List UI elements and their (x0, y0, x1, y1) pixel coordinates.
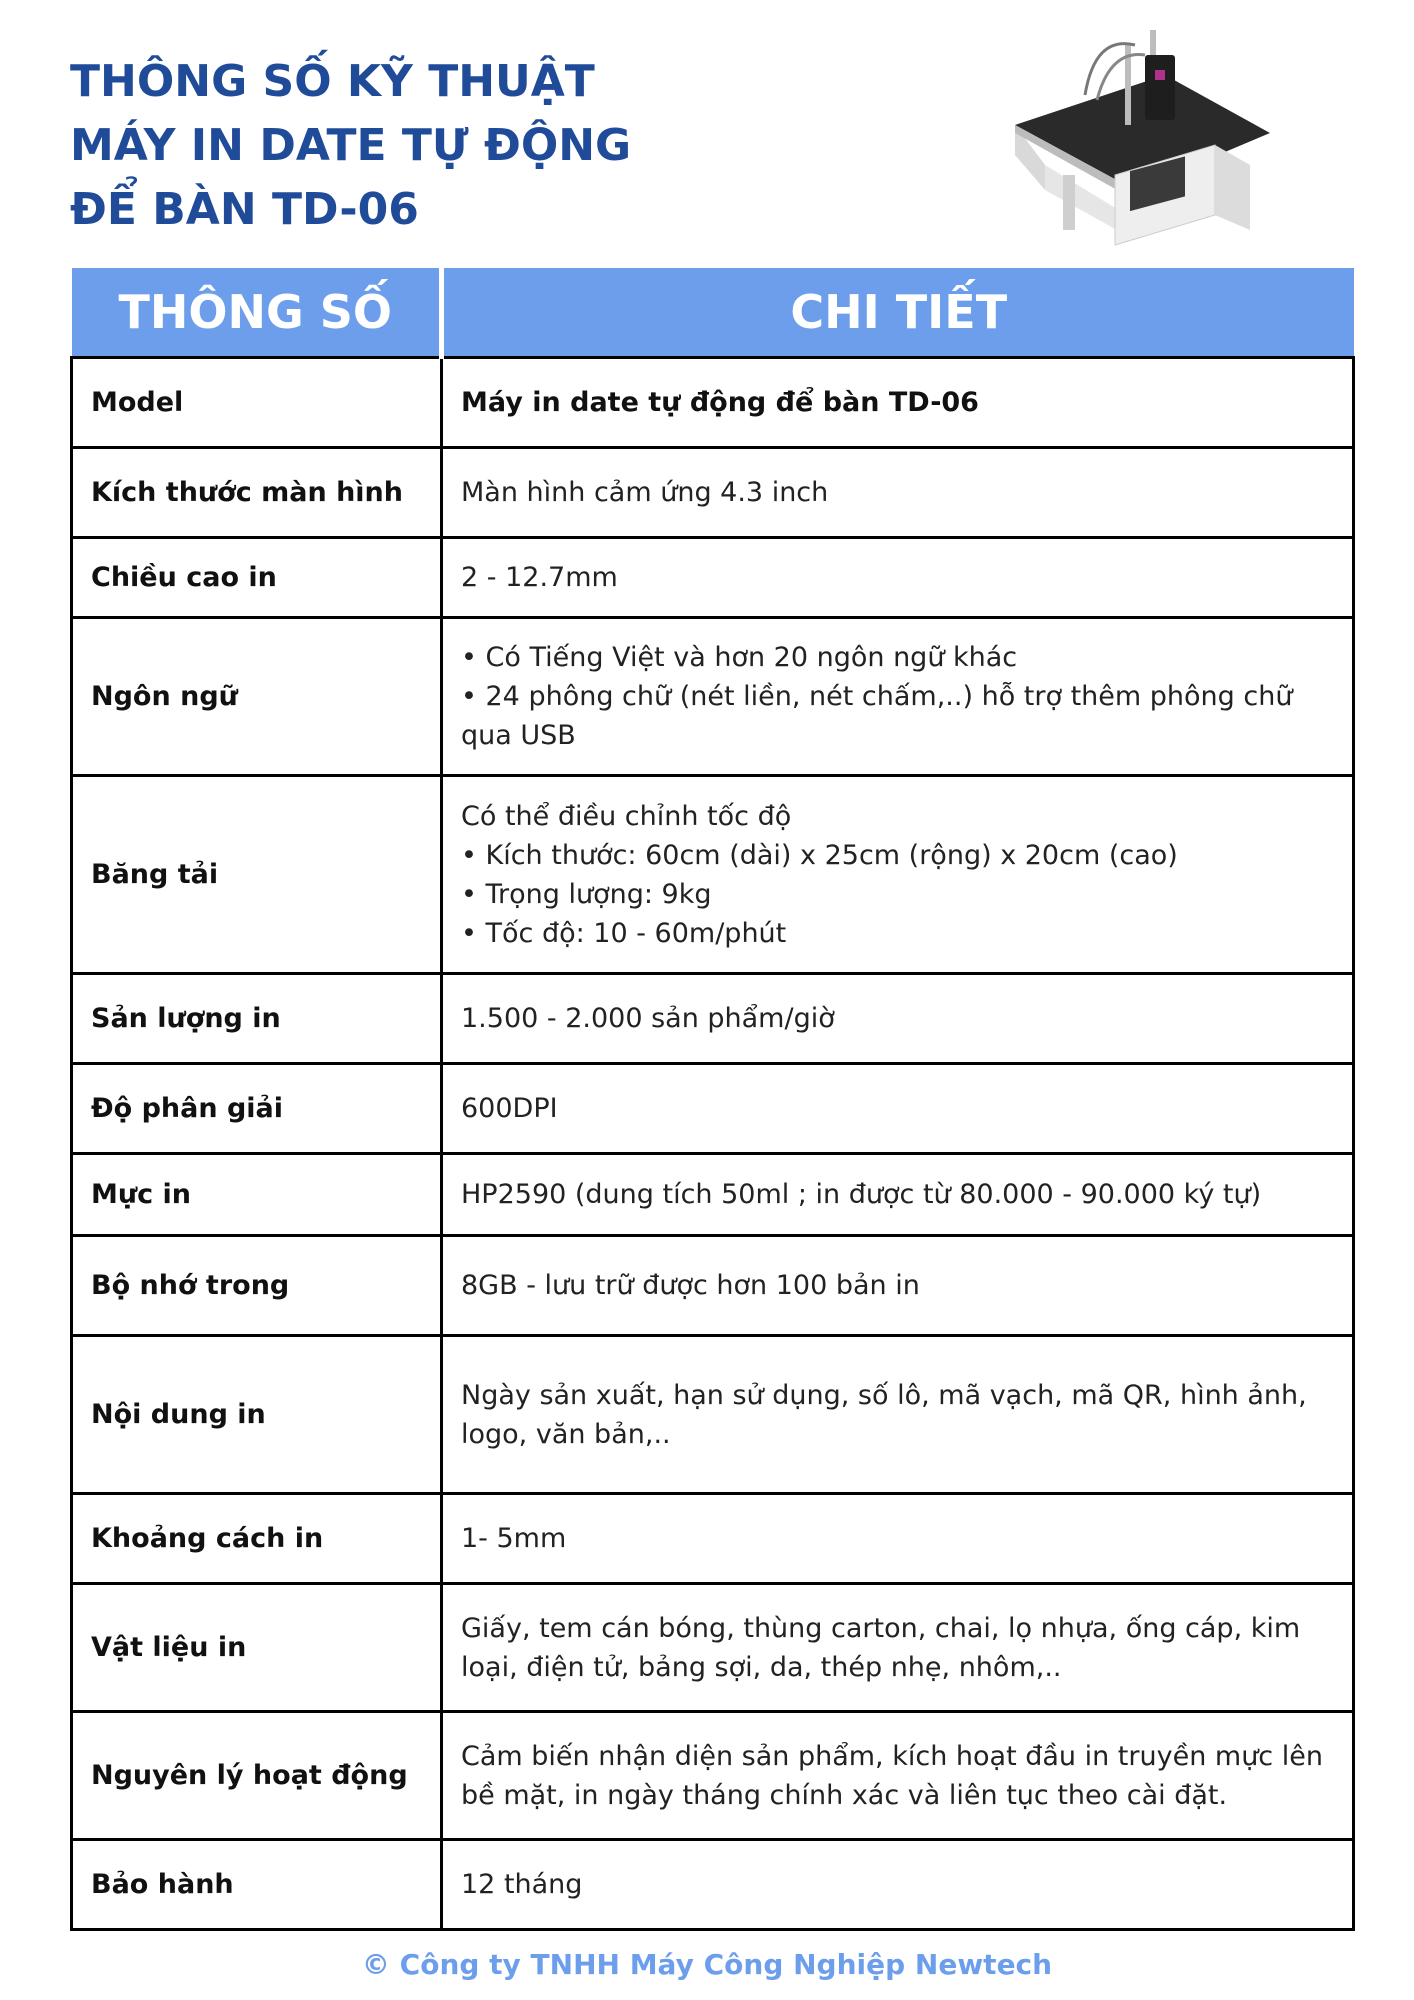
table-row (72, 776, 1354, 974)
title-line-1: THÔNG SỐ KỸ THUẬT (70, 56, 595, 107)
row-label: Model (72, 358, 442, 448)
table-row (72, 358, 1354, 448)
row-label: Mực in (72, 1154, 442, 1236)
row-label: Sản lượng in (72, 974, 442, 1064)
machine-leg (1063, 175, 1075, 230)
row-label: Vật liệu in (72, 1584, 442, 1712)
row-value: HP2590 (dung tích 50ml ; in được từ 80.000 - 90.000 ký tự) (442, 1154, 1354, 1236)
spec-table (70, 268, 1355, 1931)
row-label: Kích thước màn hình (72, 448, 442, 538)
row-label: Khoảng cách in (72, 1494, 442, 1584)
row-value: Ngày sản xuất, hạn sử dụng, số lô, mã vạch, mã QR, hình ảnh, logo, văn bản,.. (442, 1336, 1354, 1494)
table-row (72, 448, 1354, 538)
copyright-footer: © Công ty TNHH Máy Công Nghiệp Newtech (361, 1948, 1053, 1981)
row-value: Máy in date tự động để bàn TD-06 (442, 358, 1354, 448)
row-label: Nội dung in (72, 1336, 442, 1494)
row-value: 12 tháng (442, 1840, 1354, 1930)
table-row (72, 1154, 1354, 1236)
row-value: Cảm biến nhận diện sản phẩm, kích hoạt đầu in truyền mực lên bề mặt, in ngày tháng chính xác và liên tục theo cài đặt. (442, 1712, 1354, 1840)
title-line-2: MÁY IN DATE TỰ ĐỘNG (70, 120, 632, 171)
ink-cartridge (1155, 70, 1165, 80)
title-line-3: ĐỂ BÀN TD-06 (70, 184, 419, 235)
row-value: 1.500 - 2.000 sản phẩm/giờ (442, 974, 1354, 1064)
row-value: 8GB - lưu trữ được hơn 100 bản in (442, 1236, 1354, 1336)
table-row (72, 974, 1354, 1064)
row-value: Màn hình cảm ứng 4.3 inch (442, 448, 1354, 538)
table-row (72, 1584, 1354, 1712)
row-value: 2 - 12.7mm (442, 538, 1354, 618)
row-label: Bảo hành (72, 1840, 442, 1930)
header-detail: CHI TIẾT (442, 268, 1354, 358)
table-row (72, 1336, 1354, 1494)
row-label: Băng tải (72, 776, 442, 974)
table-row (72, 1494, 1354, 1584)
row-value: Giấy, tem cán bóng, thùng carton, chai, lọ nhựa, ống cáp, kim loại, điện tử, bảng sợi, da, thép nhẹ, nhôm,.. (442, 1584, 1354, 1712)
table-row (72, 618, 1354, 776)
table-row (72, 538, 1354, 618)
row-value: Có thể điều chỉnh tốc độ • Kích thước: 60cm (dài) x 25cm (rộng) x 20cm (cao) • Trọng lượng: 9kg • Tốc độ: 10 - 60m/phút (442, 776, 1354, 974)
row-label: Ngôn ngữ (72, 618, 442, 776)
table-row (72, 1712, 1354, 1840)
row-value: 600DPI (442, 1064, 1354, 1154)
row-value: 1- 5mm (442, 1494, 1354, 1584)
table-row (72, 1840, 1354, 1930)
page-title (70, 50, 631, 242)
control-box-side (1215, 145, 1250, 230)
header-param: THÔNG SỐ (72, 268, 442, 358)
table-row (72, 1236, 1354, 1336)
row-label: Độ phân giải (72, 1064, 442, 1154)
print-head (1145, 55, 1175, 120)
row-label: Nguyên lý hoạt động (72, 1712, 442, 1840)
row-label: Chiều cao in (72, 538, 442, 618)
table-row (72, 1064, 1354, 1154)
row-value: • Có Tiếng Việt và hơn 20 ngôn ngữ khác • 24 phông chữ (nét liền, nét chấm,..) hỗ trợ thêm phông chữ qua USB (442, 618, 1354, 776)
printer-machine-image (985, 15, 1275, 255)
row-label: Bộ nhớ trong (72, 1236, 442, 1336)
table-header (72, 268, 1354, 358)
